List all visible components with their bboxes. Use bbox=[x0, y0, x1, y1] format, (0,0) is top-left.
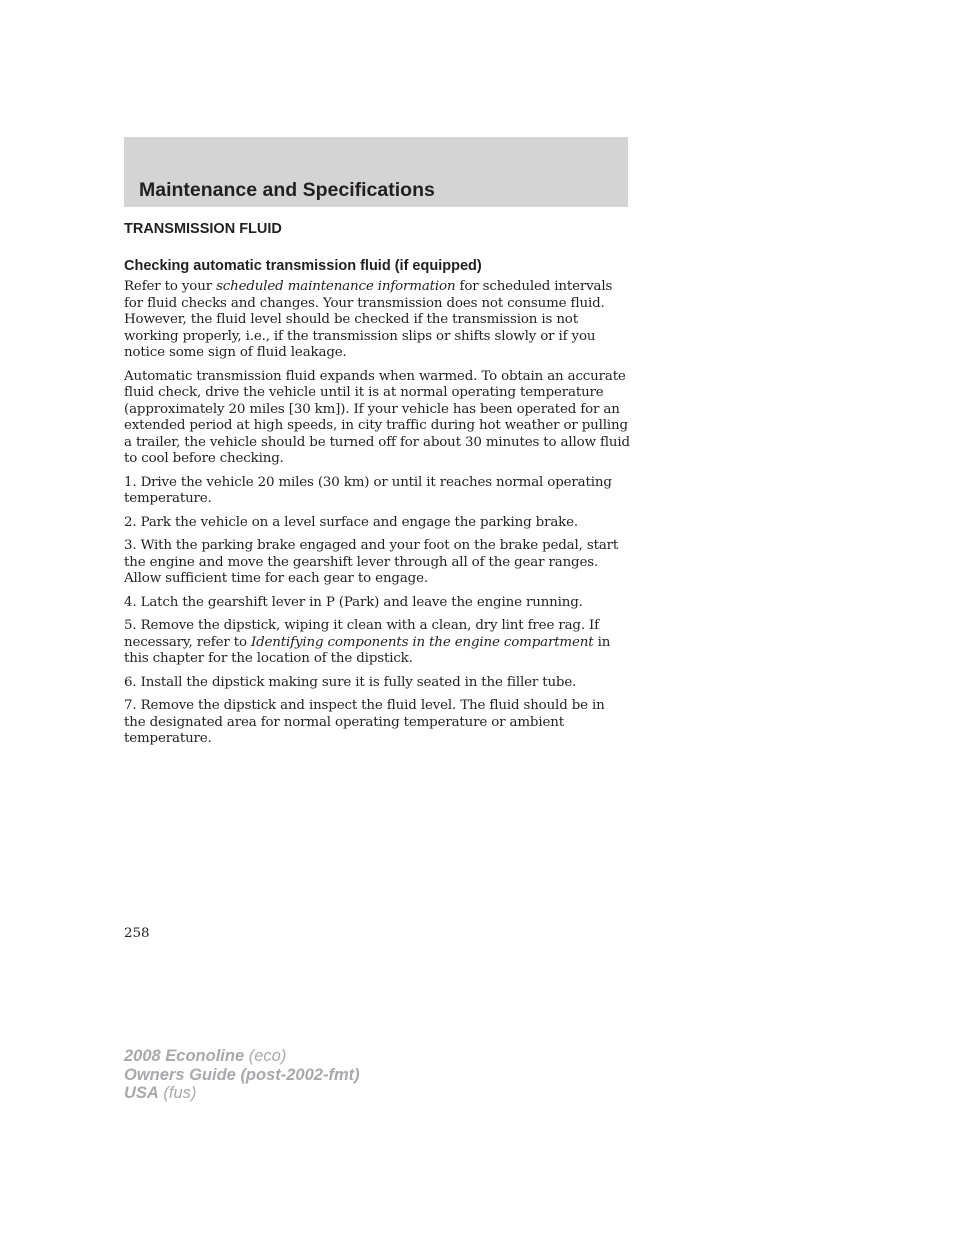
intro-reference: scheduled maintenance information bbox=[216, 279, 456, 294]
footer-model: 2008 Econoline bbox=[124, 1047, 245, 1065]
page-content bbox=[124, 220, 630, 755]
chapter-header-band bbox=[124, 137, 628, 207]
chapter-title: Maintenance and Specifications bbox=[139, 179, 435, 201]
paragraph-expansion: Automatic transmission fluid expands when warmed. To obtain an accurate fluid check, drive the vehicle until it is at normal operating temperature (approximately 20 miles [30 km]). If your vehicle has been operated for an extended period at high speeds, in city traffic during hot weather or pulling a trailer, the vehicle should be turned off for about 30 minutes to allow fluid to cool before checking. bbox=[124, 368, 630, 466]
intro-text-end: for scheduled intervals for fluid checks and changes. Your transmission does not consume fluid. However, the fluid level should be checked if the transmission is not working properly, i.e., if the transmission slips or shifts slowly or if you notice some sign of fluid leakage. bbox=[124, 279, 613, 360]
step-5-text-end: in this chapter for the location of the dipstick. bbox=[124, 634, 611, 666]
step-5-reference: Identifying components in the engine compartment bbox=[250, 634, 594, 650]
step-7: 7. Remove the dipstick and inspect the fluid level. The fluid should be in the designated area for normal operating temperature or ambient temperature. bbox=[124, 698, 605, 746]
footer-line-2 bbox=[124, 1066, 360, 1085]
footer-guide: Owners Guide (post-2002-fmt) bbox=[124, 1065, 360, 1084]
step-5-text-start: 5. Remove the dipstick, wiping it clean with a clean, dry lint free rag. If necessary, refer to bbox=[124, 618, 599, 650]
section-heading: TRANSMISSION FLUID bbox=[124, 221, 282, 237]
step-6: 6. Install the dipstick making sure it is fully seated in the filler tube. bbox=[124, 674, 577, 690]
step-1: 1. Drive the vehicle 20 miles (30 km) or until it reaches normal operating temperature. bbox=[124, 474, 612, 506]
document-footer bbox=[124, 1047, 360, 1103]
footer-line-3 bbox=[124, 1084, 360, 1103]
step-3: 3. With the parking brake engaged and your foot on the brake pedal, start the engine and move the gearshift lever through all of the gear ranges. Allow sufficient time for each gear to engage. bbox=[124, 538, 619, 586]
footer-market-code: (fus) bbox=[158, 1084, 197, 1102]
footer-line-1 bbox=[124, 1047, 360, 1066]
step-5 bbox=[124, 618, 630, 668]
page-number: 258 bbox=[124, 926, 150, 941]
intro-text-start: Refer to your bbox=[124, 279, 217, 294]
footer-model-code: (eco) bbox=[244, 1047, 287, 1065]
step-4: 4. Latch the gearshift lever in P (Park) and leave the engine running. bbox=[124, 594, 583, 610]
step-2: 2. Park the vehicle on a level surface and engage the parking brake. bbox=[124, 514, 579, 530]
paragraph-intro bbox=[124, 279, 630, 362]
sub-heading: Checking automatic transmission fluid (if equipped) bbox=[124, 258, 482, 274]
footer-market: USA bbox=[124, 1084, 159, 1102]
